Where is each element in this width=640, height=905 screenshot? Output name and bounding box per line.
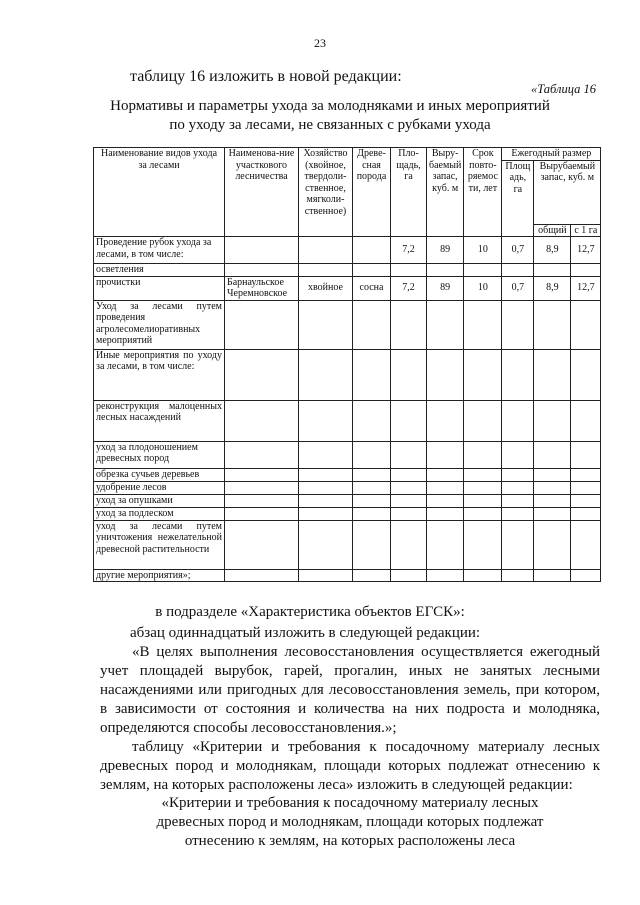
cell-per-ha [571,494,601,507]
cell-name: Иные мероприятия по уходу за лесами, в том числе: [94,349,225,400]
cell-species [353,264,391,277]
cell-species [353,569,391,582]
cell-name: уход за лесами путем уничтожения нежелательной древесной растительности [94,520,225,569]
cell-total [534,520,571,569]
cell-period [464,400,502,441]
cell-period [464,349,502,400]
cell-period [464,494,502,507]
cell-forestry [225,441,299,468]
table-row [94,300,601,349]
cell-period [464,520,502,569]
header-row [94,148,601,161]
cell-per-ha [571,468,601,481]
cell-total: 8,9 [534,276,571,300]
cell-area [391,400,427,441]
closing-line-2: древесных пород и молоднякам, площади которых подлежат [156,814,544,830]
cell-farm [299,441,353,468]
cell-species [353,494,391,507]
table-row [94,276,601,300]
header-per-ha: с 1 га [571,224,601,237]
cell-per-ha [571,400,601,441]
cell-forestry [225,349,299,400]
quote-paragraph: «В целях выполнения лесовосстановления осуществляется ежегодный учет площадей вырубок, гарей, прогалин, иных не занятых лесными насаждениями или пригодных для лесовосстановления земель, при котором, в зависимости от состояния и количества на них подроста и молодняка, определяются способы лесовосстановления.»; [100,644,600,736]
cell-total [534,468,571,481]
cell-forestry [225,481,299,494]
table-note-paragraph: таблицу «Критерии и требования к посадочному материалу лесных древесных пород и молоднякам, площади которых подлежат отнесению к землям, на которых расположены леса» изложить в следующей редакции: [100,739,600,793]
cell-species [353,300,391,349]
cell-species [353,468,391,481]
table-title-line-1: Нормативы и параметры ухода за молодняками и иных мероприятий [110,98,550,114]
cell-forestry [225,507,299,520]
cell-farm [299,237,353,264]
table-row [94,494,601,507]
table-row [94,569,601,582]
cell-species [353,520,391,569]
table-row [94,237,601,264]
closing-line-3: отнесению к землям, на которых расположены леса [184,833,516,849]
cell-area [391,441,427,468]
cell-annual-area [502,264,534,277]
intro-line: таблицу 16 изложить в новой редакции: [130,68,402,85]
table-row [94,264,601,277]
cell-period [464,264,502,277]
cell-total [534,349,571,400]
cell-forestry [225,264,299,277]
cell-farm [299,264,353,277]
cell-stock: 89 [427,237,464,264]
cell-species [353,481,391,494]
table-title-line-2: по уходу за лесами, не связанных с рубками ухода [169,117,491,133]
header-total: общий [534,224,571,237]
cell-area: 7,2 [391,237,427,264]
table-row [94,507,601,520]
cell-per-ha: 12,7 [571,237,601,264]
cell-period [464,481,502,494]
header-annual-stock: Вырубаемый запас, куб. м [534,160,601,224]
cell-period [464,569,502,582]
cell-stock [427,468,464,481]
cell-annual-area [502,468,534,481]
cell-total [534,441,571,468]
cell-period [464,468,502,481]
table-row [94,481,601,494]
cell-stock [427,400,464,441]
cell-stock [427,520,464,569]
cell-name: уход за плодоношением древесных пород [94,441,225,468]
cell-per-ha [571,569,601,582]
cell-forestry [225,520,299,569]
cell-annual-area [502,400,534,441]
cell-area [391,468,427,481]
cell-species [353,507,391,520]
header-stock: Выру-баемый запас, куб. м [427,148,464,237]
cell-annual-area: 0,7 [502,276,534,300]
cell-species [353,237,391,264]
cell-farm [299,569,353,582]
cell-name: осветления [94,264,225,277]
page-number: 23 [314,36,326,50]
cell-per-ha [571,349,601,400]
subsection-line: в подразделе «Характеристика объектов ЕГСК»: [155,604,465,620]
closing-line-1: «Критерии и требования к посадочному материалу лесных [161,795,539,811]
cell-stock [427,264,464,277]
cell-farm [299,400,353,441]
cell-farm [299,507,353,520]
cell-name: другие мероприятия»; [94,569,225,582]
cell-name: Проведение рубок ухода за лесами, в том числе: [94,237,225,264]
header-annual-area: Площ адь, га [502,160,534,237]
cell-forestry [225,237,299,264]
table-label: «Таблица 16 [531,82,596,96]
cell-period: 10 [464,276,502,300]
header-species: Древе-сная порода [353,148,391,237]
cell-total [534,507,571,520]
cell-forestry [225,494,299,507]
header-forestry: Наименова-ние участкового лесничества [225,148,299,237]
cell-forestry [225,400,299,441]
header-annual: Ежегодный размер [502,148,601,161]
cell-period [464,507,502,520]
cell-annual-area [502,494,534,507]
header-area: Пло-щадь, га [391,148,427,237]
cell-per-ha [571,300,601,349]
cell-stock [427,569,464,582]
cell-total [534,300,571,349]
cell-per-ha [571,264,601,277]
cell-forestry [225,569,299,582]
cell-stock [427,349,464,400]
table-row [94,520,601,569]
table-row [94,349,601,400]
paragraph-note: абзац одиннадцатый изложить в следующей редакции: [130,625,481,641]
cell-period: 10 [464,237,502,264]
cell-stock [427,441,464,468]
cell-annual-area [502,441,534,468]
cell-total [534,400,571,441]
cell-stock [427,481,464,494]
cell-per-ha [571,520,601,569]
cell-farm [299,468,353,481]
cell-stock [427,300,464,349]
cell-name: уход за опушками [94,494,225,507]
cell-per-ha [571,481,601,494]
header-type: Наименование видов ухода за лесами [94,148,225,237]
cell-area [391,264,427,277]
table-row [94,441,601,468]
cell-area [391,300,427,349]
cell-stock: 89 [427,276,464,300]
cell-total: 8,9 [534,237,571,264]
cell-stock [427,494,464,507]
header-period: Срок повто-ряемос ти, лет [464,148,502,237]
table-row [94,400,601,441]
cell-annual-area: 0,7 [502,237,534,264]
table-row [94,468,601,481]
cell-period [464,441,502,468]
cell-area [391,494,427,507]
cell-species [353,441,391,468]
cell-farm: хвойное [299,276,353,300]
cell-total [534,264,571,277]
cell-total [534,481,571,494]
cell-forestry [225,300,299,349]
cell-period [464,300,502,349]
cell-species [353,400,391,441]
cell-forestry: Барнаульское Черемновское [225,276,299,300]
cell-species [353,349,391,400]
cell-farm [299,349,353,400]
cell-per-ha: 12,7 [571,276,601,300]
cell-annual-area [502,520,534,569]
cell-annual-area [502,507,534,520]
cell-name: прочистки [94,276,225,300]
cell-annual-area [502,349,534,400]
cell-total [534,494,571,507]
cell-area [391,569,427,582]
cell-annual-area [502,569,534,582]
cell-area [391,349,427,400]
cell-farm [299,300,353,349]
cell-farm [299,520,353,569]
cell-annual-area [502,300,534,349]
cell-name: обрезка сучьев деревьев [94,468,225,481]
cell-name: уход за подлеском [94,507,225,520]
cell-area [391,481,427,494]
cell-per-ha [571,441,601,468]
cell-name: Уход за лесами путем проведения агролесомелиоративных мероприятий [94,300,225,349]
cell-name: реконструкция малоценных лесных насаждений [94,400,225,441]
cell-per-ha [571,507,601,520]
cell-forestry [225,468,299,481]
cell-farm [299,481,353,494]
cell-name: удобрение лесов [94,481,225,494]
cell-total [534,569,571,582]
header-farm: Хозяйство (хвойное, твердоли-ственное, мягколи-ственное) [299,148,353,237]
cell-area [391,507,427,520]
cell-farm [299,494,353,507]
cell-area [391,520,427,569]
norms-table [93,147,601,582]
cell-area: 7,2 [391,276,427,300]
cell-stock [427,507,464,520]
cell-species: сосна [353,276,391,300]
cell-annual-area [502,481,534,494]
